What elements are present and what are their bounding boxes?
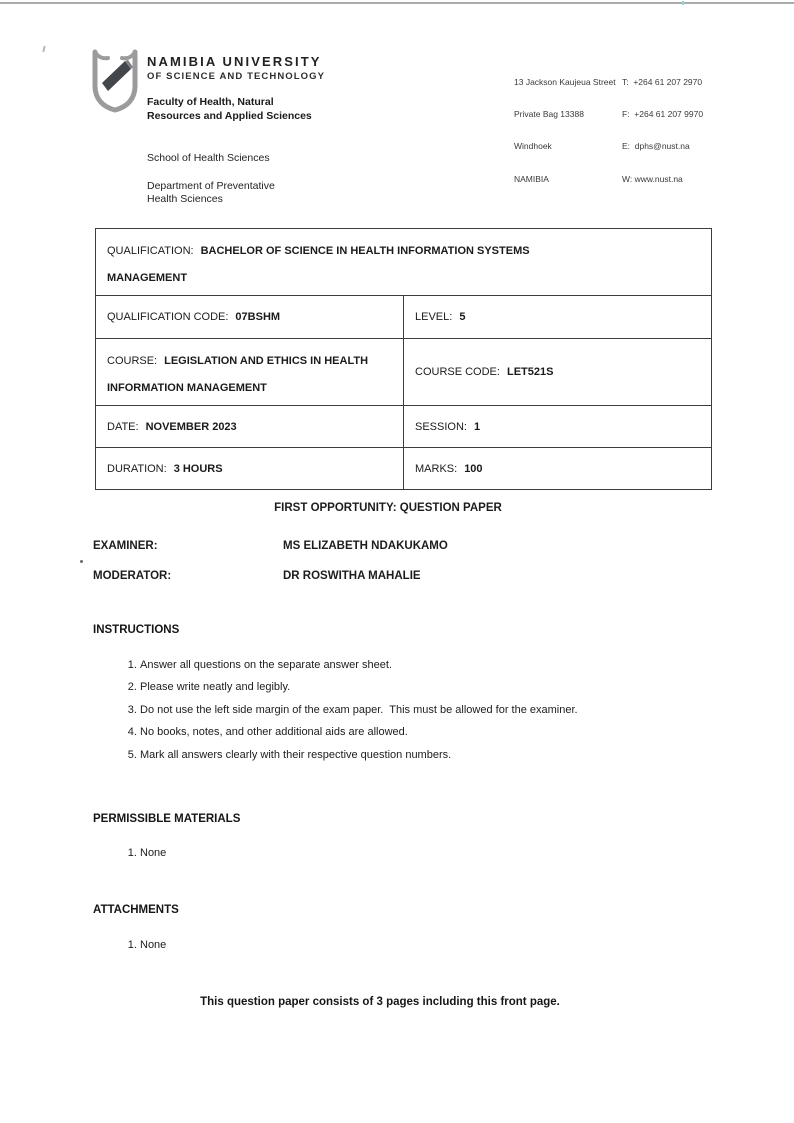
course-code-cell xyxy=(404,339,712,406)
level-value: 5 xyxy=(459,311,466,323)
table-row xyxy=(96,339,712,406)
school-name: School of Health Sciences xyxy=(147,152,270,164)
paper-title: FIRST OPPORTUNITY: QUESTION PAPER xyxy=(274,502,502,514)
marks-value: 100 xyxy=(464,462,483,475)
course-info-table xyxy=(95,228,712,490)
attachments-list xyxy=(93,934,628,956)
permissible-materials-heading: PERMISSIBLE MATERIALS xyxy=(93,813,241,825)
scan-dot-mark xyxy=(80,560,83,563)
instruction-item: 4. No books, notes, and other additional aids are allowed. xyxy=(140,721,628,743)
table-row xyxy=(96,296,712,339)
contact-line: T: +264 61 207 2970 xyxy=(622,76,703,87)
attachment-item: 1. None xyxy=(140,934,628,956)
date-label: DATE: xyxy=(107,420,139,433)
scan-cyan-speck xyxy=(682,1,684,5)
duration-cell xyxy=(96,448,404,490)
qualification-cell xyxy=(96,229,712,296)
course-value: LEGISLATION AND ETHICS IN HEALTH INFORMATION MANAGEMENT xyxy=(107,355,369,394)
moderator-name: DR ROSWITHA MAHALIE xyxy=(283,570,421,582)
address-line: NAMIBIA xyxy=(514,173,549,184)
instruction-item: 5. Mark all answers clearly with their respective question numbers. xyxy=(140,744,628,766)
instructions-heading: INSTRUCTIONS xyxy=(93,624,180,636)
instruction-item: 2. Please write neatly and legibly. xyxy=(140,676,628,698)
qualification-value: BACHELOR OF SCIENCE IN HEALTH INFORMATION SYSTEMS MANAGEMENT xyxy=(107,245,530,284)
table-row xyxy=(96,229,712,296)
scan-edge-line xyxy=(0,2,794,4)
date-cell xyxy=(96,406,404,448)
postal-address xyxy=(514,55,616,206)
marks-label: MARKS: xyxy=(415,462,458,475)
moderator-row xyxy=(93,570,421,582)
university-name: NAMIBIA UNIVERSITY xyxy=(147,54,322,69)
table-row xyxy=(96,406,712,448)
page-count-note: This question paper consists of 3 pages including this front page. xyxy=(200,996,560,1008)
course-cell xyxy=(96,339,404,406)
attachments-heading: ATTACHMENTS xyxy=(93,904,179,916)
contact-line: W: www.nust.na xyxy=(622,173,683,184)
moderator-label: MODERATOR: xyxy=(93,570,172,582)
address-line: Private Bag 13388 xyxy=(514,108,584,119)
duration-label: DURATION: xyxy=(107,462,167,475)
permissible-materials-list xyxy=(93,842,628,864)
permissible-material-item: 1. None xyxy=(140,842,628,864)
level-label: LEVEL: xyxy=(415,311,453,323)
examiner-row xyxy=(93,540,448,552)
course-label: COURSE: xyxy=(107,355,158,367)
date-value: NOVEMBER 2023 xyxy=(145,420,237,433)
address-line: 13 Jackson Kaujeua Street xyxy=(514,76,616,87)
instruction-item: 1. Answer all questions on the separate answer sheet. xyxy=(140,654,628,676)
course-code-label: COURSE CODE: xyxy=(415,366,500,378)
course-code-value: LET521S xyxy=(506,366,554,378)
qualification-code-label: QUALIFICATION CODE: xyxy=(107,311,229,323)
contact-line: E: dphs@nust.na xyxy=(622,141,690,152)
university-name-line2: OF SCIENCE AND TECHNOLOGY xyxy=(147,71,326,82)
session-label: SESSION: xyxy=(415,420,467,433)
faculty-name: Faculty of Health, Natural Resources and Applied Sciences xyxy=(147,96,312,122)
session-value: 1 xyxy=(473,420,481,433)
address-line: Windhoek xyxy=(514,141,552,152)
examiner-label: EXAMINER: xyxy=(93,540,158,552)
contact-details xyxy=(622,55,703,206)
level-cell xyxy=(404,296,712,339)
table-row xyxy=(96,448,712,490)
nust-shield-logo-icon xyxy=(88,48,142,114)
scan-smudge-mark xyxy=(42,46,45,52)
marks-cell xyxy=(404,448,712,490)
qualification-label: QUALIFICATION: xyxy=(107,245,194,257)
examiner-name: MS ELIZABETH NDAKUKAMO xyxy=(283,540,448,552)
university-wordmark xyxy=(147,55,325,82)
contact-line: F: +264 61 207 9970 xyxy=(622,108,704,119)
instructions-list xyxy=(93,654,628,766)
qualification-code-value: 07BSHM xyxy=(235,311,281,323)
instruction-item: 3. Do not use the left side margin of the exam paper. This must be allowed for the examiner. xyxy=(140,699,628,721)
department-name: Department of Preventative Health Sciences xyxy=(147,180,275,205)
duration-value: 3 HOURS xyxy=(173,462,223,475)
qualification-code-cell xyxy=(96,296,404,339)
session-cell xyxy=(404,406,712,448)
